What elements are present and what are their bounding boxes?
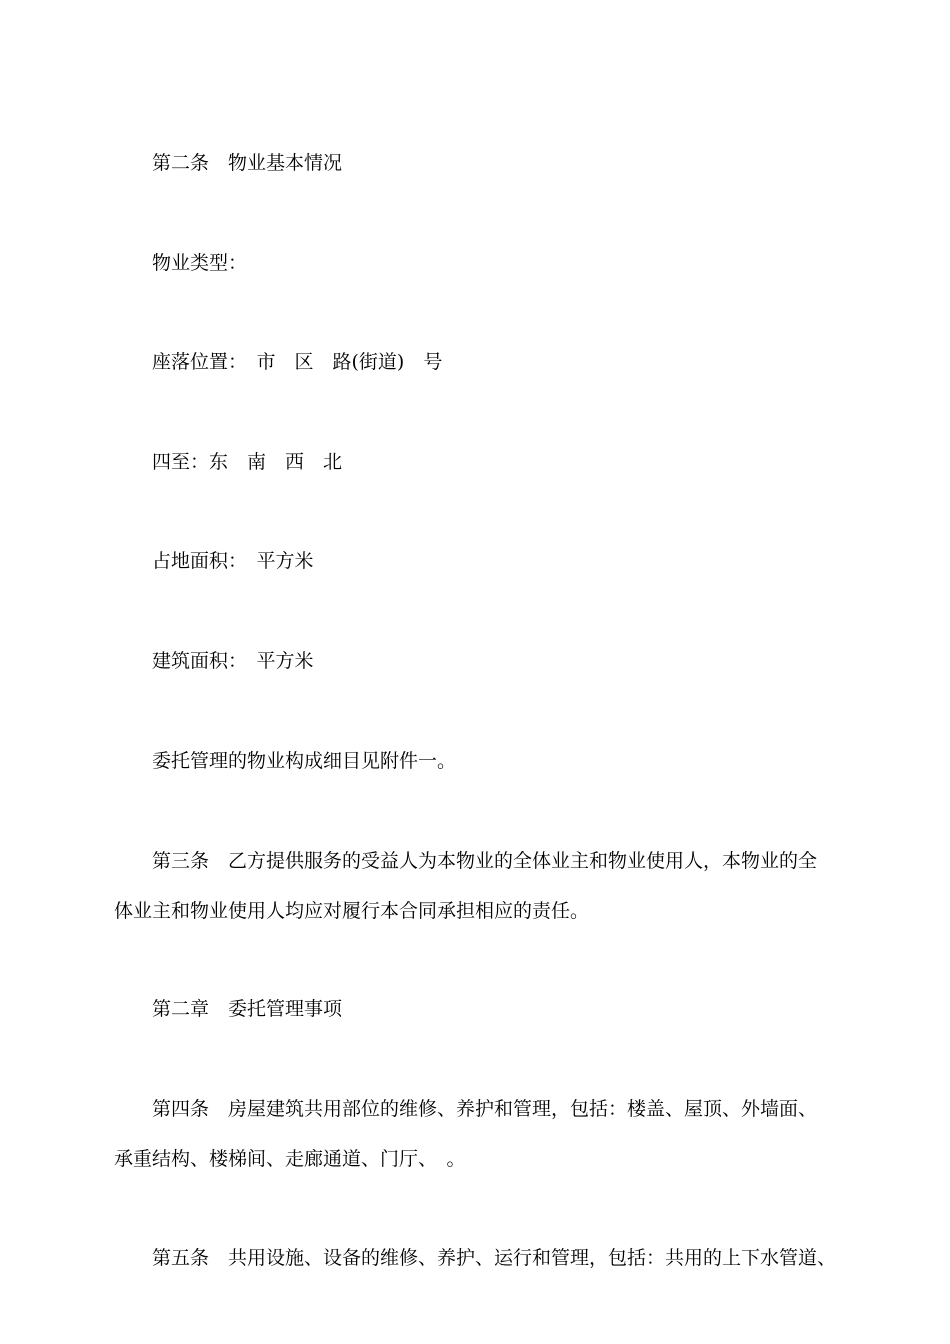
appendix-note-line: 委托管理的物业构成细目见附件一。	[152, 750, 457, 772]
boundaries-line: 四至：东 南 西 北	[152, 451, 343, 473]
article-4-line-2: 承重结构、楼梯间、走廊通道、门厅、 。	[114, 1148, 466, 1170]
chapter-2-heading: 第二章 委托管理事项	[152, 998, 343, 1020]
building-area-line: 建筑面积： 平方米	[152, 650, 314, 672]
location-line: 座落位置： 市 区 路(街道) 号	[152, 351, 443, 373]
article-2-heading: 第二条 物业基本情况	[152, 152, 343, 174]
article-5-line-1: 第五条 共用设施、设备的维修、养护、运行和管理，包括：共用的上下水管道、	[152, 1247, 837, 1269]
article-3-line-1: 第三条 乙方提供服务的受益人为本物业的全体业主和物业使用人，本物业的全	[152, 850, 818, 872]
property-type-line: 物业类型：	[152, 252, 248, 274]
land-area-line: 占地面积： 平方米	[152, 550, 314, 572]
article-3-line-2: 体业主和物业使用人均应对履行本合同承担相应的责任。	[114, 900, 590, 922]
article-4-line-1: 第四条 房屋建筑共用部位的维修、养护和管理，包括：楼盖、屋顶、外墙面、	[152, 1098, 818, 1120]
